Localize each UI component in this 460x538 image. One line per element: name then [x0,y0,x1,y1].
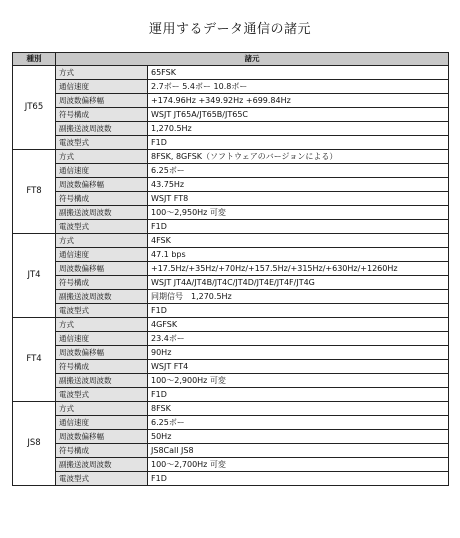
table-row [13,94,449,108]
item-label-cell: 符号構成 [56,276,148,290]
item-label-cell: 電波型式 [56,472,148,486]
item-value-cell: +17.5Hz/+35Hz/+70Hz/+157.5Hz/+315Hz/+630Hz/+1260Hz [148,262,449,276]
table-row [13,220,449,234]
table-row [13,360,449,374]
item-value-cell: +174.96Hz +349.92Hz +699.84Hz [148,94,449,108]
table-row [13,430,449,444]
item-value-cell: 8FSK [148,402,449,416]
item-value-cell: 90Hz [148,346,449,360]
table-row [13,416,449,430]
item-label-cell: 通信速度 [56,416,148,430]
item-value-cell: 2.7ボー 5.4ボー 10.8ボー [148,80,449,94]
item-value-cell: 23.4ボー [148,332,449,346]
item-value-cell: F1D [148,472,449,486]
item-value-cell: F1D [148,304,449,318]
header-spec: 諸元 [56,53,449,66]
item-label-cell: 符号構成 [56,360,148,374]
table-header-row [13,53,449,66]
item-label-cell: 周波数偏移幅 [56,178,148,192]
table-row [13,290,449,304]
table-row [13,444,449,458]
item-label-cell: 副搬送波周波数 [56,206,148,220]
mode-cell: FT4 [13,318,56,402]
spec-table [12,52,449,486]
item-label-cell: 方式 [56,402,148,416]
item-value-cell: 65FSK [148,66,449,80]
page-title: 運用するデータ通信の諸元 [148,22,311,37]
table-row [13,248,449,262]
item-value-cell: 8FSK, 8GFSK（ソフトウェアのバージョンによる） [148,150,449,164]
item-label-cell: 符号構成 [56,192,148,206]
table-row [13,206,449,220]
table-row [13,136,449,150]
item-value-cell: 50Hz [148,430,449,444]
item-value-cell: F1D [148,220,449,234]
table-row [13,472,449,486]
table-row [13,388,449,402]
table-row [13,332,449,346]
table-body [13,66,449,486]
table-row [13,178,449,192]
table-row [13,80,449,94]
item-value-cell: JS8Call JS8 [148,444,449,458]
item-value-cell: 100～2,950Hz 可変 [148,206,449,220]
mode-cell: JT65 [13,66,56,150]
table-row [13,66,449,80]
table-row [13,402,449,416]
item-label-cell: 副搬送波周波数 [56,374,148,388]
item-value-cell: 4FSK [148,234,449,248]
item-label-cell: 方式 [56,318,148,332]
item-label-cell: 符号構成 [56,444,148,458]
item-label-cell: 方式 [56,66,148,80]
mode-cell: JT4 [13,234,56,318]
table-row [13,262,449,276]
item-label-cell: 通信速度 [56,332,148,346]
table-row [13,164,449,178]
item-value-cell: 43.75Hz [148,178,449,192]
item-label-cell: 符号構成 [56,108,148,122]
item-label-cell: 通信速度 [56,248,148,262]
item-label-cell: 電波型式 [56,388,148,402]
item-label-cell: 周波数偏移幅 [56,262,148,276]
item-label-cell: 周波数偏移幅 [56,94,148,108]
item-value-cell: WSJT FT8 [148,192,449,206]
item-label-cell: 方式 [56,234,148,248]
item-label-cell: 電波型式 [56,220,148,234]
table-row [13,150,449,164]
item-value-cell: 同期信号 1,270.5Hz [148,290,449,304]
item-label-cell: 通信速度 [56,164,148,178]
item-value-cell: 100～2,700Hz 可変 [148,458,449,472]
item-label-cell: 副搬送波周波数 [56,458,148,472]
table-row [13,276,449,290]
table-row [13,346,449,360]
table-row [13,122,449,136]
item-value-cell: F1D [148,136,449,150]
item-value-cell: 1,270.5Hz [148,122,449,136]
table-row [13,374,449,388]
table-row [13,234,449,248]
table-row [13,318,449,332]
item-value-cell: 4GFSK [148,318,449,332]
item-label-cell: 電波型式 [56,304,148,318]
table-row [13,108,449,122]
item-label-cell: 周波数偏移幅 [56,430,148,444]
item-value-cell: 100～2,900Hz 可変 [148,374,449,388]
item-label-cell: 周波数偏移幅 [56,346,148,360]
table-row [13,192,449,206]
item-value-cell: 6.25ボー [148,416,449,430]
item-label-cell: 通信速度 [56,80,148,94]
header-type: 種別 [13,53,56,66]
table-row [13,304,449,318]
item-value-cell: WSJT JT65A/JT65B/JT65C [148,108,449,122]
mode-cell: JS8 [13,402,56,486]
item-value-cell: 6.25ボー [148,164,449,178]
item-value-cell: 47.1 bps [148,248,449,262]
item-value-cell: WSJT FT4 [148,360,449,374]
item-value-cell: WSJT JT4A/JT4B/JT4C/JT4D/JT4E/JT4F/JT4G [148,276,449,290]
item-label-cell: 副搬送波周波数 [56,290,148,304]
mode-cell: FT8 [13,150,56,234]
item-label-cell: 方式 [56,150,148,164]
item-label-cell: 副搬送波周波数 [56,122,148,136]
item-value-cell: F1D [148,388,449,402]
item-label-cell: 電波型式 [56,136,148,150]
table-row [13,458,449,472]
